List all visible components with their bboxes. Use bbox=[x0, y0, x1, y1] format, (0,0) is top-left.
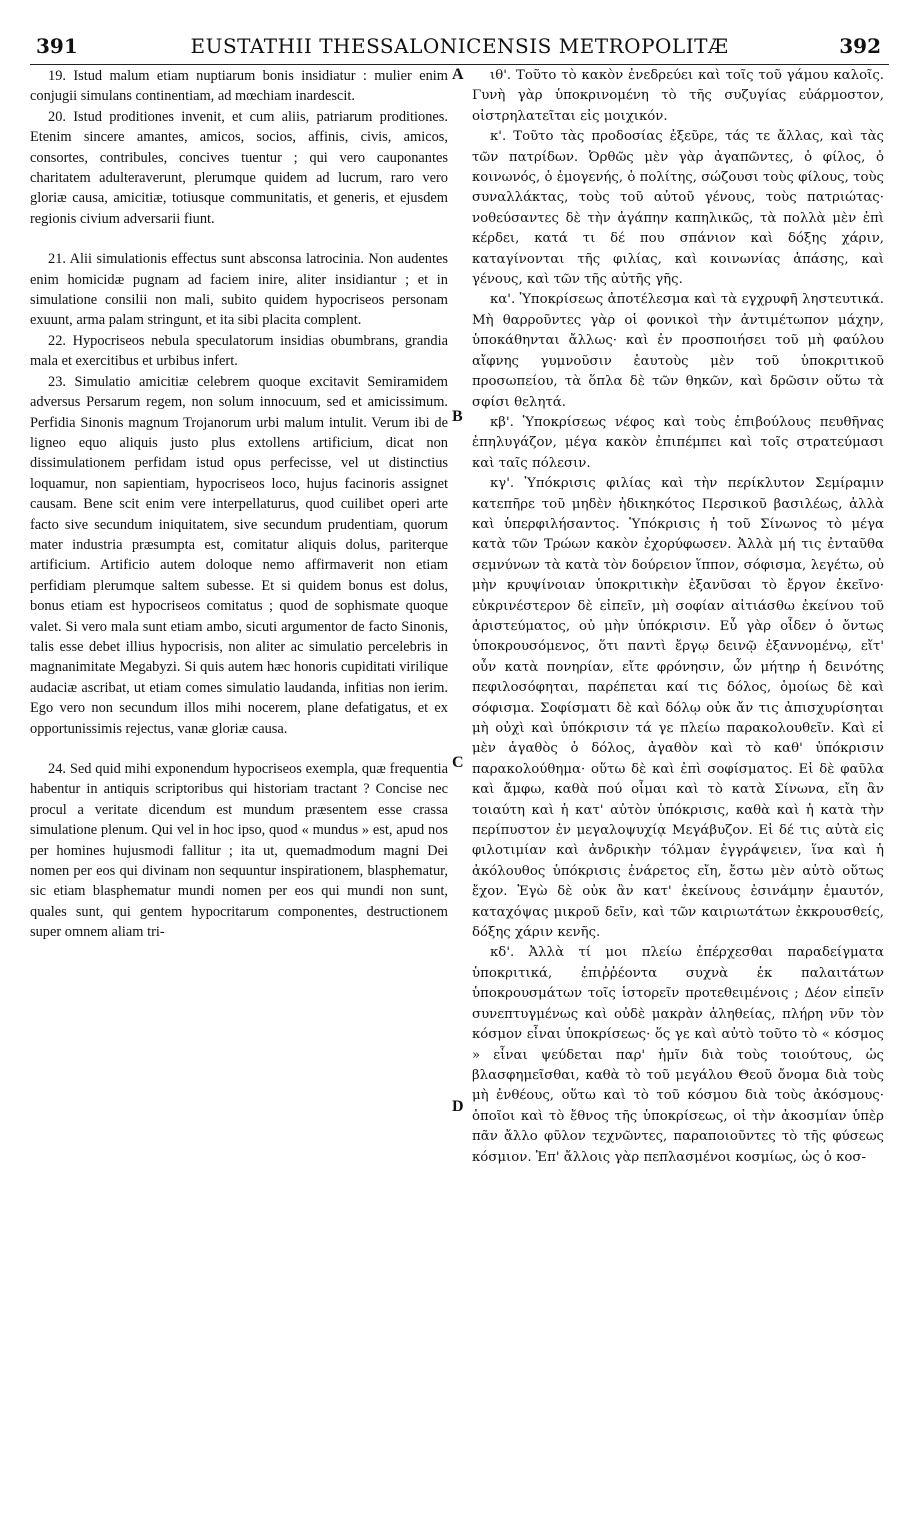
greek-paragraph-23: κγ'. Ὑπόκρισις φιλίας καὶ τὴν περίκλυτον Σεμίραμιν κατεπῆρε τοῦ μηδὲν ἠδικηκότος Περσικοῦ βασιλέως, ἀλλὰ καὶ ὑπερφιλήσαντος. Ὑπόκρισις ἡ τοῦ Σίνωνος τὸ μέγα κατὰ τῶν Τρώων κακὸν ἐχορύφωσεν. Ἀλλὰ μή τις ἐνταῦθα σεμνύνων τὰ κατὰ τὸν δούρειον ἵππον, σόφισμα, λεγέτω, οὐ μὴν κρυψίνοιαν ὑποκριτικὴν ἐξανῦσαι τὸ ἔργον ἐκεῖνο· εὐκρινέστερον δὲ εἰπεῖν, μὴ σοφίαν αἰτιάσθω ἐκείνου τοῦ ἀριστεύματος, οὐ μὴν ὑπόκρισιν. Εὖ γὰρ οἶδεν ὁ ὄντως ὑποκρουσόμενος, ὅτι παντὶ ἔργῳ δεινῷ ἐξαννομένῳ, εἴτ' οὖν κατὰ πονηρίαν, εἴτε φρόνησιν, ὧν μήτηρ ἡ δεινότης πεφιλοσόφηται, παρέπεται καί τις δόλος, ὁμοίως δὲ καὶ σόφισμα. Σοφίσματι δὲ καὶ δόλῳ οὐκ ἄν τις ἀπισχυρίσηται μὴ οὐχὶ καὶ ὑπόκρισιν τά γε πλείω παρακολουθεῖν. Καὶ εἰ μὲν ἀγαθὸς ὁ δόλος, ἀγαθὸν καὶ τὸ καθ' ὑπόκρισιν παρακολούθημα· οὕτω δὲ καὶ ἐπὶ σοφίσματος. Εἰ δὲ φαῦλα καὶ ἄμφω, καθὰ πού οἶμαι καὶ τὸ κατὰ Σίνωνα, εἴη ἂν τοιαύτη καὶ ἡ κατ' αὐτὸν ὑπόκρισις, καθὰ καὶ ἡ κατὰ τὴν περίπυστον ἐν μεγαλοψυχίᾳ Μεγάβυζον. Εἰ δέ τις αὐτὰ εἰς φιλοτιμίαν καὶ ἀνδρικὴν τόλμαν ἐγγράψειεν, ἵνα καὶ ἡ ἀκόλουθος ὑπόκρισις ἐνάρετος εἴη, ἔστω μὲν αὐτὸ οὕτως ἔχον. Ἐγὼ δὲ οὐκ ἂν κατ' ἐκείνους ἐσινάμην ἐμαυτόν, καταχόψας μικροῦ δεῖν, καὶ τῶν καιριωτάτων ἐκκρουσθείς, δόξης χάριν κενῆς. bbox=[472, 476, 884, 941]
page-number-left: 391 bbox=[36, 34, 78, 58]
greek-paragraph-19: ιθ'. Τοῦτο τὸ κακὸν ἐνεδρεύει καὶ τοῖς τοῦ γάμου καλοῖς. Γυνὴ γὰρ ὑποκρινομένη τὸ τῆς συζυγίας εὐάρμοστον, οἰστρηλατεῖται εἰς μοιχικόν. bbox=[472, 68, 884, 124]
margin-marker-c: C bbox=[452, 754, 464, 771]
margin-marker-d: D bbox=[452, 1098, 464, 1115]
latin-paragraph-19: 19. Istud malum etiam nuptiarum bonis insidiatur : mulier enim conjugii simulans continentiam, ad mœchiam inardescit. bbox=[30, 68, 448, 105]
latin-paragraph-22: 22. Hypocriseos nebula speculatorum insidias obumbrans, grandia mala et exercitibus et urbibus infert. bbox=[30, 332, 448, 370]
greek-column bbox=[472, 66, 884, 1168]
latin-column bbox=[30, 66, 448, 943]
margin-marker-b: B bbox=[452, 408, 463, 425]
page-number-right: 392 bbox=[839, 34, 881, 58]
greek-paragraph-22: κβ'. Ὑποκρίσεως νέφος καὶ τοὺς ἐπιβούλους πευθῆνας ἐπηλυγάζον, μέγα κακὸν ἐπιπέμπει καὶ τοῖς στρατεύμασι καὶ ταῖς πόλεσιν. bbox=[472, 414, 884, 471]
latin-paragraph-20: 20. Istud proditiones invenit, et cum aliis, patriarum proditiones. Etenim sincere amantes, amicos, socios, affinis, civis, amicos, consortes, contribules, concives tuentur ; qui vero cauponantes charitatem adulteraverunt, plerumque quidem ad lucrum, raro vero gloriæ causa, amicitiæ, totiusque communitatis, et generis, et ejusdem regionis civium adversarii fiunt. bbox=[30, 108, 448, 227]
latin-paragraph-21: 21. Alii simulationis effectus sunt absconsa latrocinia. Non audentes enim homicidæ pugnam ad faciem inire, aliter insidiantur ; et in simulatione consilii non mali, subito quidem hypocriseos personam exuunt, arma palam stringunt, et ita sibi placita complent. bbox=[30, 251, 448, 329]
margin-marker-a: A bbox=[452, 66, 464, 83]
greek-paragraph-21: κα'. Ὑποκρίσεως ἀποτέλεσμα καὶ τὰ εγχρυφῆ ληστευτικά. Μὴ θαρροῦντες γὰρ οἱ φονικοὶ τὴν ἀντιμέτωπον μάχην, ὑποκάθηνται ἄλλως· καὶ ἐν προσποιήσει τοῦ μὴ φαύλου αἴφνης γυμνοῦσιν ἑαυτοὺς μὲν τοῦ ὑποκριτικοῦ προσωπείου, τὰ ὅπλα δὲ τῶν θηκῶν, καὶ δρῶσιν οὕτω τὰ σφίσι θελητά. bbox=[472, 292, 884, 410]
latin-paragraph-24: 24. Sed quid mihi exponendum hypocriseos exempla, quæ frequentia habentur in antiquis scriptoribus qui historiam tractant ? Concise nec procul a veritate dicendum est mundum præsentem esse crassa simulatione plenum. Qui vel in hoc ipso, quod « mundus » est, apud nos per homines hujusmodi fallitur ; ita ut, quemadmodum magni Dei nomen per eos qui divinam non sequuntur inspirationem, blasphematur, sic etiam blasphematur mundi nomen per eos qui mundi non sunt, quales sunt, qui gentem hypocritarum componentes, destructionem super omnem aliam tri- bbox=[30, 761, 448, 941]
latin-paragraph-23: 23. Simulatio amicitiæ celebrem quoque excitavit Semiramidem adversus Persarum regem, non solum innocuum, sed et amicissimum. Perfidia Sinonis magnum Trojanorum urbi malum intulit. Verum ibi de ligneo equo aliquis justo plus extollens artificium, dicat non dissimulationem perfidam istud opus perfecisse, vel ut distinctius loquamur, non sapientiam, hypocriseos loco, hujus facinoris assignet causam. Bene scit enim vere interpellaturus, quod cuilibet operi arte facto sive secundum iniquitatem, sive secundum prudentiam, quorum mater industria præsumpta est, comitatur aliquis dolus, pariterque artificium. Artificio autem doloque nemo affirmaverit non etiam perfidiam plerumque saltem subesse. Et si quidem bonus est dolus, bonus etiam est hypocriseos comitatus ; quod de sophismate quoque valet. Si vero mala sunt etiam ambo, sicuti argumentor de facto Sinonis, talis esse debet illius hypocrisis, non aliter ac simulatio percelebris in magnanimitate Megabyzi. Si quis autem hæc honoris cupiditati virilique audaciæ ascribat, ut etiam comes simulatio laudanda, infitias non ierim. Ego vero non secundum illos mihi nocerem, plane defatigatus, et ex opportunissimis rejectus, vanæ gloriæ causa. bbox=[30, 373, 448, 737]
page-header bbox=[30, 34, 889, 65]
greek-paragraph-20: κ'. Τοῦτο τὰς προδοσίας ἐξεῦρε, τάς τε ἄλλας, καὶ τὰς τῶν πατρίδων. Ὀρθῶς μὲν γὰρ ἀγαπῶντες, ὁ φίλος, ὁ κοινωνός, ὁ ἐμογενής, ὁ πολίτης, σώζουσι τοὺς φίλους, τοὺς συναλλάκτας, τοὺς τοῦ αὐτοῦ γένους, τοὺς πατριώτας· νοθεύσαντες δὲ τὴν ἀγάπην καπηλικῶς, τὰ πολλὰ μὲν ἐπὶ κέρδει, κατά τι δέ που σπάνιον καὶ δόξης χάριν, καταγίνονται τῆς φιλίας, καὶ κοινωνίας ἁπάσης, καὶ γένους, καὶ τῶν τῆς αὐτῆς γῆς. bbox=[472, 129, 884, 288]
greek-paragraph-24: κδ'. Ἀλλὰ τί μοι πλείω ἐπέρχεσθαι παραδείγματα ὑποκριτικά, ἐπιῤῥέοντα συχνὰ ἐκ παλαιτάτων ὑποκρουσμάτων τοῖς ἱστορεῖν προτεθειμένοις ; Δέον εἰπεῖν συνεπτυγμένως καὶ οὐδὲ μακρὰν ἀληθείας, πλήρη νῦν τὸν κόσμον εἶναι ὑποκρίσεως· ὅς γε καὶ αὐτὸ τοῦτο τὸ « κόσμος » εἶναι ψεύδεται παρ' ἡμῖν διὰ τοὺς τοιούτους, ὡς βλασφημεῖσθαι, καθὰ τὸ τοῦ μεγάλου Θεοῦ ὄνομα διὰ τοὺς μὴ ἐνθέους, οὕτω καὶ τὸ τοῦ κόσμου διὰ τοὺς ἀκόσμους· ὁποῖοι καὶ τὸ ἔθνος τῆς ὑποκρίσεως, οἱ τὴν ἀκοσμίαν ὑπὲρ πᾶν ἄλλο φῦλον τεχνῶντες, παραποιοῦντες τὸ τῆς φύσεως κόσμιον. Ἐπ' ἄλλοις γὰρ πεπλασμένοι κοσμίως, ὡς ὁ κοσ- bbox=[472, 945, 884, 1165]
running-title: EUSTATHII THESSALONICENSIS METROPOLITÆ bbox=[190, 34, 729, 58]
